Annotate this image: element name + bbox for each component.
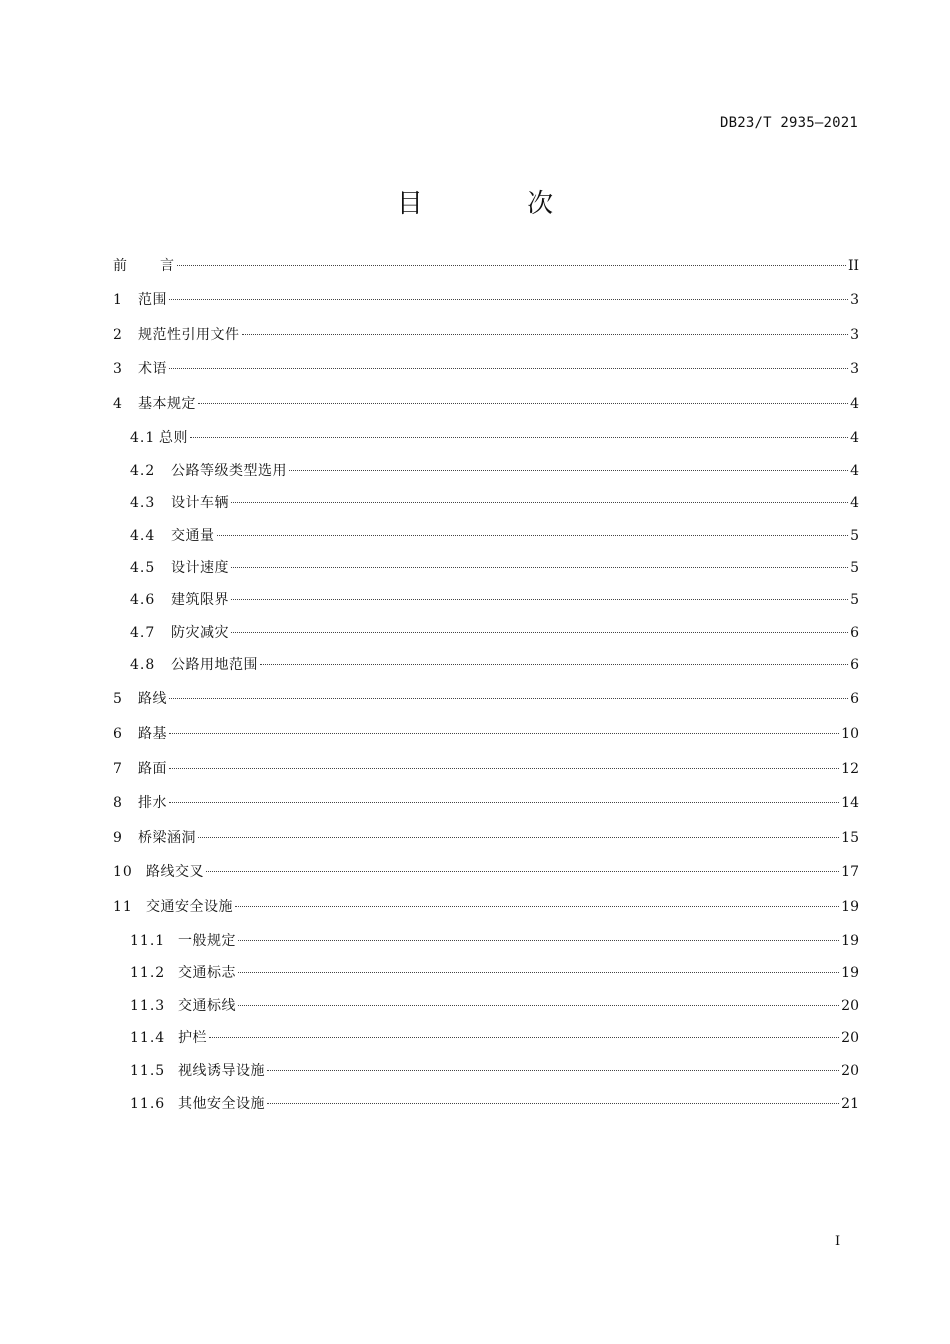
toc-entry-number: 11.1 xyxy=(130,933,166,949)
toc-subentry[interactable] xyxy=(130,461,859,481)
toc-entry-page: 15 xyxy=(841,830,859,846)
toc-subentry[interactable] xyxy=(130,996,859,1016)
toc-entry-number: 11.3 xyxy=(130,998,166,1014)
toc-leader-dots xyxy=(169,368,848,369)
toc-subentry[interactable] xyxy=(130,526,859,546)
toc-leader-dots xyxy=(231,502,848,503)
toc-entry-page: 21 xyxy=(841,1096,859,1112)
toc-subentry[interactable] xyxy=(130,623,859,643)
toc-entry-page: 3 xyxy=(850,361,859,377)
toc-leader-dots xyxy=(238,940,839,941)
toc-leader-dots xyxy=(267,1103,839,1104)
toc-leader-dots xyxy=(198,403,848,404)
toc-entry-number: 4 xyxy=(113,396,123,412)
toc-entry-title: 基本规定 xyxy=(138,396,196,412)
toc-entry-number: 11.4 xyxy=(130,1030,166,1046)
toc-entry-number: 4.5 xyxy=(130,560,156,576)
toc-entry-number: 4.3 xyxy=(130,495,156,511)
toc-entry-title: 交通安全设施 xyxy=(146,899,233,915)
toc-entry-page: 5 xyxy=(850,528,859,544)
toc-entry-number: 11.6 xyxy=(130,1096,166,1112)
toc-leader-dots xyxy=(289,470,848,471)
toc-entry-number: 5 xyxy=(113,691,123,707)
toc-entry-number: 4.7 xyxy=(130,625,156,641)
toc-entry-number: 前 xyxy=(113,258,128,274)
toc-entry-number: 4.1 xyxy=(130,430,156,446)
toc-subentry[interactable] xyxy=(130,655,859,675)
toc-entry-number: 3 xyxy=(113,361,123,377)
toc-leader-dots xyxy=(169,768,839,769)
toc-leader-dots xyxy=(169,299,848,300)
toc-entry-title: 规范性引用文件 xyxy=(138,327,240,343)
toc-entry-page: 5 xyxy=(850,592,859,608)
toc-entry[interactable] xyxy=(113,897,859,917)
toc-entry-title: 言 xyxy=(160,258,175,274)
toc-entry-title: 桥梁涵洞 xyxy=(138,830,196,846)
toc-entry-title: 建筑限界 xyxy=(171,592,229,608)
toc-entry-title: 路线交叉 xyxy=(146,864,204,880)
toc-entry-page: 19 xyxy=(841,899,859,915)
toc-entry-title: 公路用地范围 xyxy=(171,657,258,673)
toc-entry-title: 其他安全设施 xyxy=(178,1096,265,1112)
toc-subentry[interactable] xyxy=(130,931,859,951)
toc-leader-dots xyxy=(260,664,848,665)
toc-entry-page: 4 xyxy=(850,396,859,412)
toc-entry-title: 路面 xyxy=(138,761,167,777)
toc-entry-number: 8 xyxy=(113,795,123,811)
toc-leader-dots xyxy=(238,1005,839,1006)
toc-entry[interactable] xyxy=(113,724,859,744)
toc-entry-page: 6 xyxy=(850,691,859,707)
toc-entry[interactable] xyxy=(113,394,859,414)
toc-entry-page: 20 xyxy=(841,998,859,1014)
toc-entry[interactable] xyxy=(113,862,859,882)
toc-entry[interactable] xyxy=(113,793,859,813)
toc-subentry[interactable] xyxy=(130,963,859,983)
toc-entry-title: 范围 xyxy=(138,292,167,308)
toc-entry-number: 4.2 xyxy=(130,463,156,479)
toc-entry-title: 路线 xyxy=(138,691,167,707)
toc-entry-page: 14 xyxy=(841,795,859,811)
toc-entry[interactable] xyxy=(113,359,859,379)
toc-entry-number: 9 xyxy=(113,830,123,846)
toc-entry-preface[interactable] xyxy=(113,256,859,276)
toc-entry-page: 19 xyxy=(841,933,859,949)
toc-entry[interactable] xyxy=(113,689,859,709)
toc-entry-title: 防灾减灾 xyxy=(171,625,229,641)
document-code: DB23/T 2935—2021 xyxy=(719,115,858,131)
toc-entry-page: II xyxy=(847,258,859,274)
toc-entry-title: 设计速度 xyxy=(171,560,229,576)
toc-subentry[interactable] xyxy=(130,558,859,578)
toc-entry-number: 11.2 xyxy=(130,965,166,981)
toc-subentry[interactable] xyxy=(130,1094,859,1114)
toc-entry-page: 4 xyxy=(850,463,859,479)
page-title: 目 次 xyxy=(396,189,602,219)
toc-leader-dots xyxy=(169,698,848,699)
page-number: I xyxy=(835,1234,841,1249)
toc-subentry[interactable] xyxy=(130,1061,859,1081)
toc-entry-number: 6 xyxy=(113,726,123,742)
toc-entry-number: 7 xyxy=(113,761,123,777)
toc-leader-dots xyxy=(206,871,839,872)
toc-entry-title: 设计车辆 xyxy=(171,495,229,511)
toc-leader-dots xyxy=(267,1070,839,1071)
toc-entry-page: 12 xyxy=(841,761,859,777)
toc-subentry[interactable] xyxy=(130,590,859,610)
toc-leader-dots xyxy=(231,567,848,568)
toc-entry[interactable] xyxy=(113,828,859,848)
toc-entry-page: 3 xyxy=(850,327,859,343)
toc-leader-dots xyxy=(235,906,839,907)
toc-entry-number: 4.4 xyxy=(130,528,156,544)
toc-entry[interactable] xyxy=(113,759,859,779)
toc-entry-number: 11.5 xyxy=(130,1063,166,1079)
toc-leader-dots xyxy=(198,837,839,838)
toc-entry-title: 公路等级类型选用 xyxy=(171,463,287,479)
toc-entry-title: 排水 xyxy=(138,795,167,811)
toc-leader-dots xyxy=(231,599,848,600)
toc-entry-page: 6 xyxy=(850,657,859,673)
toc-entry-number: 1 xyxy=(113,292,123,308)
toc-leader-dots xyxy=(242,334,849,335)
toc-leader-dots xyxy=(177,265,846,266)
toc-entry-number: 11 xyxy=(113,899,133,915)
toc-entry-title: 一般规定 xyxy=(178,933,236,949)
toc-entry-page: 20 xyxy=(841,1030,859,1046)
toc-subentry[interactable] xyxy=(130,493,859,513)
toc-entry-number: 2 xyxy=(113,327,123,343)
toc-entry-title: 护栏 xyxy=(178,1030,207,1046)
toc-entry-page: 20 xyxy=(841,1063,859,1079)
toc-entry-page: 17 xyxy=(841,864,859,880)
toc-leader-dots xyxy=(231,632,848,633)
toc-entry-page: 6 xyxy=(850,625,859,641)
toc-entry-title: 交通量 xyxy=(171,528,215,544)
toc-entry-title: 交通标线 xyxy=(178,998,236,1014)
toc-entry-page: 19 xyxy=(841,965,859,981)
toc-entry[interactable] xyxy=(113,290,859,310)
toc-entry-title: 术语 xyxy=(138,361,167,377)
toc-entry-title: 路基 xyxy=(138,726,167,742)
toc-entry-title: 交通标志 xyxy=(178,965,236,981)
toc-leader-dots xyxy=(217,535,849,536)
toc-entry-page: 4 xyxy=(850,495,859,511)
toc-entry-page: 5 xyxy=(850,560,859,576)
toc-entry-page: 4 xyxy=(850,430,859,446)
toc-entry-title: 总则 xyxy=(159,430,188,446)
toc-entry-number: 4.8 xyxy=(130,657,156,673)
toc-leader-dots xyxy=(238,972,839,973)
toc-entry-number: 4.6 xyxy=(130,592,156,608)
toc-leader-dots xyxy=(169,802,839,803)
toc-entry-page: 10 xyxy=(841,726,859,742)
toc-leader-dots xyxy=(209,1037,839,1038)
toc-entry-page: 3 xyxy=(850,292,859,308)
toc-entry-title: 视线诱导设施 xyxy=(178,1063,265,1079)
toc-leader-dots xyxy=(190,437,848,438)
toc-subentry[interactable] xyxy=(130,1028,859,1048)
toc-entry-number: 10 xyxy=(113,864,133,880)
toc-entry[interactable] xyxy=(113,325,859,345)
toc-leader-dots xyxy=(169,733,839,734)
toc-subentry[interactable] xyxy=(130,428,859,448)
